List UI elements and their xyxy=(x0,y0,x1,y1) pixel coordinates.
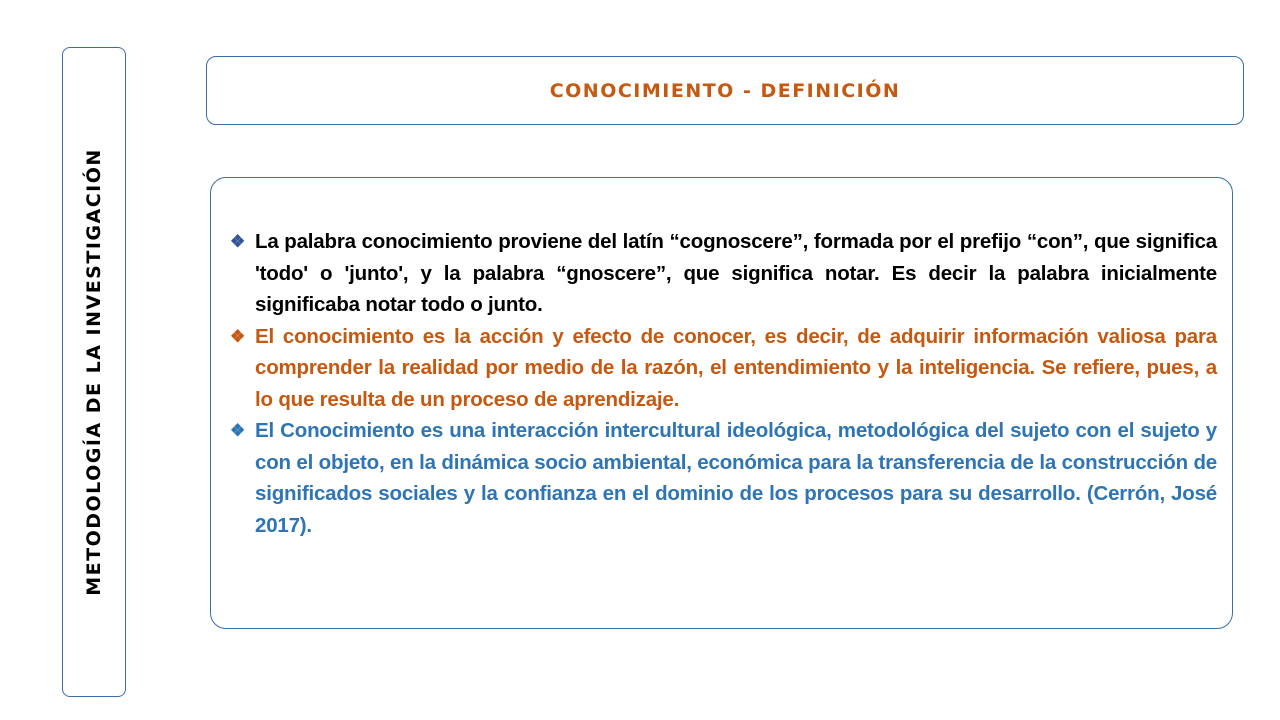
sidebar-frame xyxy=(62,47,126,697)
definition-text: La palabra conocimiento proviene del latín “cognoscere”, formada por el prefijo “con”, que significa 'todo' o 'junto', y la palabra “gnoscere”, que significa notar. Es decir la palabra inicialmente significaba notar todo o junto. xyxy=(255,230,1217,316)
definition-text: El conocimiento es la acción y efecto de conocer, es decir, de adquirir información valiosa para comprender la realidad por medio de la razón, el entendimiento y la inteligencia. Se refiere, pues, a lo que resulta de un proceso de aprendizaje. xyxy=(255,324,1217,411)
page-title: CONOCIMIENTO - DEFINICIÓN xyxy=(549,79,901,102)
diamond-bullet-icon: ❖ xyxy=(230,326,246,346)
definition-list xyxy=(230,226,1217,541)
diamond-bullet-icon: ❖ xyxy=(230,232,246,251)
definition-text: El Conocimiento es una interacción intercultural ideológica, metodológica del sujeto con el sujeto y con el objeto, en la dinámica socio ambiental, económica para la transferencia de la construcción de significados sociales y la confianza en el dominio de los procesos para su desarrollo. (Cerrón, José 2017). xyxy=(255,419,1217,537)
sidebar-title: METODOLOGÍA DE LA INVESTIGACIÓN xyxy=(83,148,105,596)
diamond-bullet-icon: ❖ xyxy=(230,421,246,440)
definition-item-meaning xyxy=(230,321,1217,416)
definition-item-citation xyxy=(230,415,1217,541)
definition-item-etymology xyxy=(230,226,1217,321)
header-frame xyxy=(206,56,1244,125)
